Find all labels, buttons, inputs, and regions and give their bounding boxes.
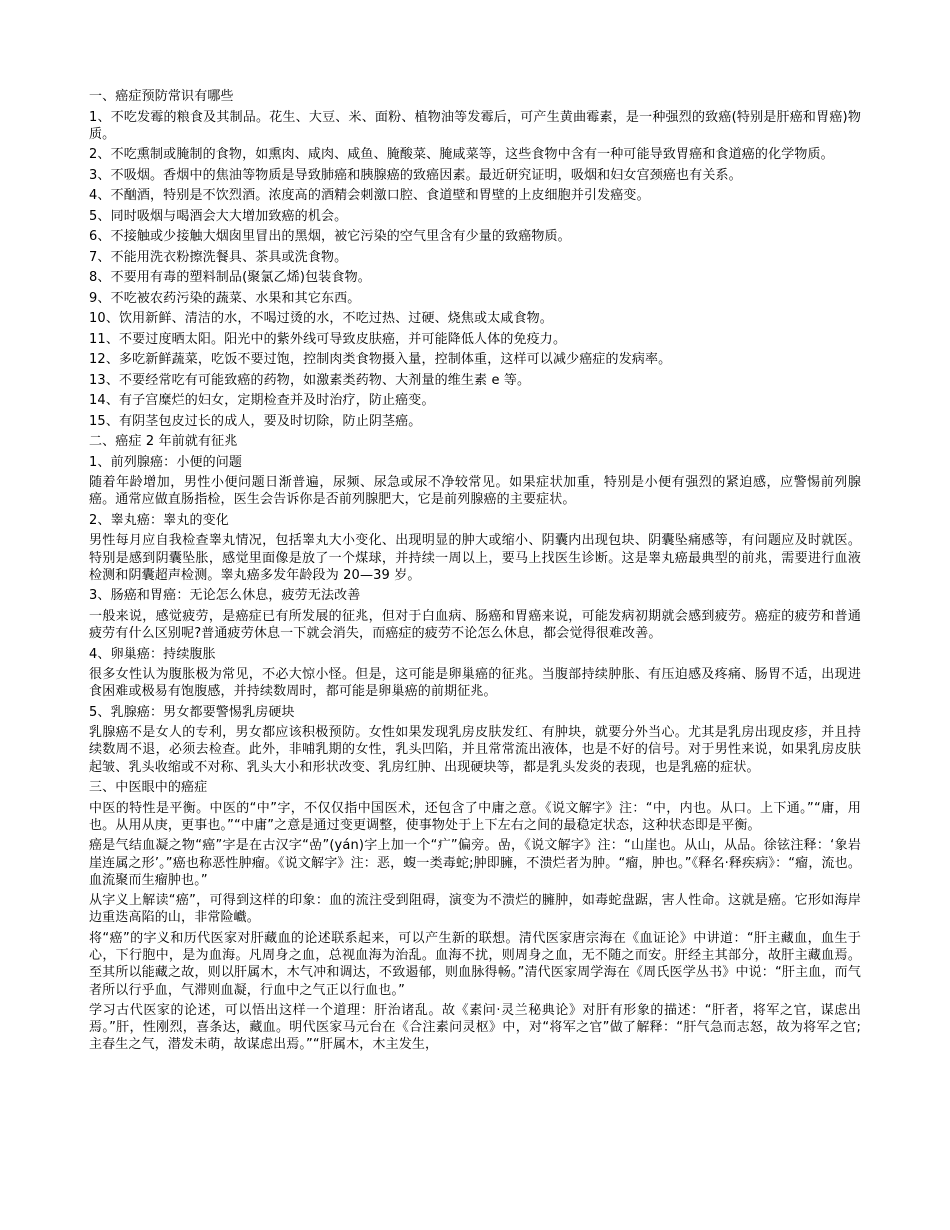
paragraph-breast-cancer: 乳腺癌不是女人的专利，男女都应该积极预防。女性如果发现乳房皮肤发红、有肿块，就要分外当心。尤其是乳房出现皮疹，并且持续数周不退，必须去检查。此外，非哺乳期的女性，乳头凹陷，并且常常流出液体，也是不好的信号。对于男性来说，如果乳房皮肤起皱、乳头收缩或不对称、乳头大小和形状改变、乳房红肿、出现硬块等，都是乳头发炎的表现，也是乳癌的症状。 xyxy=(89,725,861,775)
paragraph-prostate-cancer: 随着年龄增加，男性小便问题日渐普遍，尿频、尿急或尿不净较常见。如果症状加重，特别是小便有强烈的紧迫感，应警惕前列腺癌。通常应做直肠指检，医生会告诉你是否前列腺肥大，它是前列腺癌的主要症状。 xyxy=(89,475,861,508)
paragraph-tip-6: 6、不接触或少接触大烟囱里冒出的黑烟，被它污染的空气里含有少量的致癌物质。 xyxy=(89,229,571,245)
paragraph-tip-3: 3、不吸烟。香烟中的焦油等物质是导致肺癌和胰腺癌的致癌因素。最近研究证明，吸烟和妇女宫颈癌也有关系。 xyxy=(89,167,742,183)
subheading-bowel-stomach-cancer: 3、肠癌和胃癌：无论怎么休息，疲劳无法改善 xyxy=(89,588,361,604)
subheading-breast-cancer: 5、乳腺癌：男女都要警惕乳房硬块 xyxy=(89,704,295,720)
paragraph-tcm-balance: 中医的特性是平衡。中医的“中”字，不仅仅指中国医术，还包含了中庸之意。《说文解字》注：“中，内也。从口。上下通。”“庸，用也。从用从庚，更事也。”“中庸”之意是通过变更调整，使事物处于上下左右之间的最稳定状态，这种状态即是平衡。 xyxy=(89,800,861,833)
paragraph-tip-14: 14、有子宫糜烂的妇女，定期检查并及时治疗，防止癌变。 xyxy=(89,393,435,409)
paragraph-tip-5: 5、同时吸烟与喝酒会大大增加致癌的机会。 xyxy=(89,208,348,224)
paragraph-tip-12: 12、多吃新鲜蔬菜，吃饭不要过饱，控制肉类食物摄入量，控制体重，这样可以减少癌症的发病率。 xyxy=(89,352,672,368)
paragraph-tip-11: 11、不要过度晒太阳。阳光中的紫外线可导致皮肤癌，并可能降低人体的免疫力。 xyxy=(89,331,567,347)
paragraph-tcm-cancer-meaning: 从字义上解读“癌”，可得到这样的印象：血的流注受到阻碍，演变为不溃烂的臃肿，如毒蛇盘踞，害人性命。这就是癌。它形如海岸边重迭高陷的山，非常险巇。 xyxy=(89,893,861,926)
paragraph-tip-10: 10、饮用新鲜、清洁的水，不喝过烫的水，不吃过热、过硬、烧焦或太咸食物。 xyxy=(89,311,553,327)
section-heading-early-signs: 二、癌症 2 年前就有征兆 xyxy=(89,434,238,450)
subheading-ovarian-cancer: 4、卵巢癌：持续腹胀 xyxy=(89,646,216,662)
paragraph-testicular-cancer: 男性每月应自我检查睾丸情况，包括睾丸大小变化、出现明显的肿大或缩小、阴囊内出现包块、阴囊坠痛感等，有问题应及时就医。特别是感到阴囊坠胀，感觉里面像是放了一个煤球，并持续一周以上，要马上找医生诊断。这是睾丸癌最典型的前兆，需要进行血液检测和阴囊超声检测。睾丸癌多发年龄段为 20—39 岁。 xyxy=(89,533,861,583)
section-heading-tcm-view: 三、中医眼中的癌症 xyxy=(89,780,208,796)
paragraph-tip-1: 1、不吃发霉的粮食及其制品。花生、大豆、米、面粉、植物油等发霉后，可产生黄曲霉素，是一种强烈的致癌(特别是肝癌和胃癌)物质。 xyxy=(89,109,861,142)
paragraph-bowel-stomach-cancer: 一般来说，感觉疲劳，是癌症已有所发展的征兆，但对于白血病、肠癌和胃癌来说，可能发病初期就会感到疲劳。癌症的疲劳和普通疲劳有什么区别呢?普通疲劳休息一下就会消失，而癌症的疲劳不论怎么休息，都会觉得很难改善。 xyxy=(89,608,861,642)
paragraph-tip-7: 7、不能用洗衣粉擦洗餐具、茶具或洗食物。 xyxy=(89,249,348,265)
paragraph-ovarian-cancer: 很多女性认为腹胀极为常见，不必大惊小怪。但是，这可能是卵巢癌的征兆。当腹部持续肿胀、有压迫感及疼痛、肠胃不适，出现进食困难或极易有饱腹感，并持续数周时，都可能是卵巢癌的前期征兆。 xyxy=(89,667,861,700)
paragraph-tip-2: 2、不吃熏制或腌制的食物，如熏肉、咸肉、咸鱼、腌酸菜、腌咸菜等，这些食物中含有一种可能导致胃癌和食道癌的化学物质。 xyxy=(89,147,834,163)
paragraph-tip-4: 4、不酗酒，特别是不饮烈酒。浓度高的酒精会刺激口腔、食道壁和胃壁的上皮细胞并引发癌变。 xyxy=(89,188,650,204)
paragraph-tcm-liver-general: 学习古代医家的论述，可以悟出这样一个道理：肝治诸乱。故《素问·灵兰秘典论》对肝有形象的描述：“肝者，将军之官，谋虑出焉。”肝，性刚烈，喜条达，藏血。明代医家马元台在《合注素问灵枢》中，对“将军之官”做了解释：“肝气急而志怒，故为将军之官;主春生之气，潜发未萌，故谋虑出焉。”“肝属木，木主发生， xyxy=(89,1003,861,1053)
subheading-testicular-cancer: 2、睾丸癌：睾丸的变化 xyxy=(89,512,229,528)
subheading-prostate-cancer: 1、前列腺癌：小便的问题 xyxy=(89,454,243,470)
paragraph-tip-13: 13、不要经常吃有可能致癌的药物，如激素类药物、大剂量的维生素 e 等。 xyxy=(89,372,531,388)
document-page xyxy=(89,88,861,1057)
paragraph-tcm-cancer-character: 癌是气结血凝之物“癌”字是在古汉字“嵒”(yán)字上加一个“疒”偏旁。嵒，《说文解字》注：“山崖也。从山，从品。徐铉注释：‘象岩崖连属之形’。”癌也称恶性肿瘤。《说文解字》注：恶，蝮一类毒蛇;肿即臃，不溃烂者为肿。“瘤，肿也。”《释名·释疾病》：“瘤，流也。血流聚而生瘤肿也。” xyxy=(89,838,861,888)
paragraph-tcm-liver-blood: 将“癌”的字义和历代医家对肝藏血的论述联系起来，可以产生新的联想。清代医家唐宗海在《血证论》中讲道：“肝主藏血，血生于心，下行胞中，是为血海。凡周身之血，总视血海为治乱。血海不扰，则周身之血，无不随之而安。肝经主其部分，故肝主藏血焉。至其所以能藏之故，则以肝属木，木气冲和调达，不致遏郁，则血脉得畅。”清代医家周学海在《周氏医学丛书》中说：“肝主血，而气者所以行乎血，气滞则血凝，行血中之气正以行血也。” xyxy=(89,930,861,998)
paragraph-tip-15: 15、有阴茎包皮过长的成人，要及时切除，防止阴茎癌。 xyxy=(89,413,422,429)
paragraph-tip-8: 8、不要用有毒的塑料制品(聚氯乙烯)包装食物。 xyxy=(89,270,371,286)
section-heading-cancer-prevention: 一、癌症预防常识有哪些 xyxy=(89,89,234,104)
paragraph-tip-9: 9、不吃被农药污染的蔬菜、水果和其它东西。 xyxy=(89,290,361,306)
